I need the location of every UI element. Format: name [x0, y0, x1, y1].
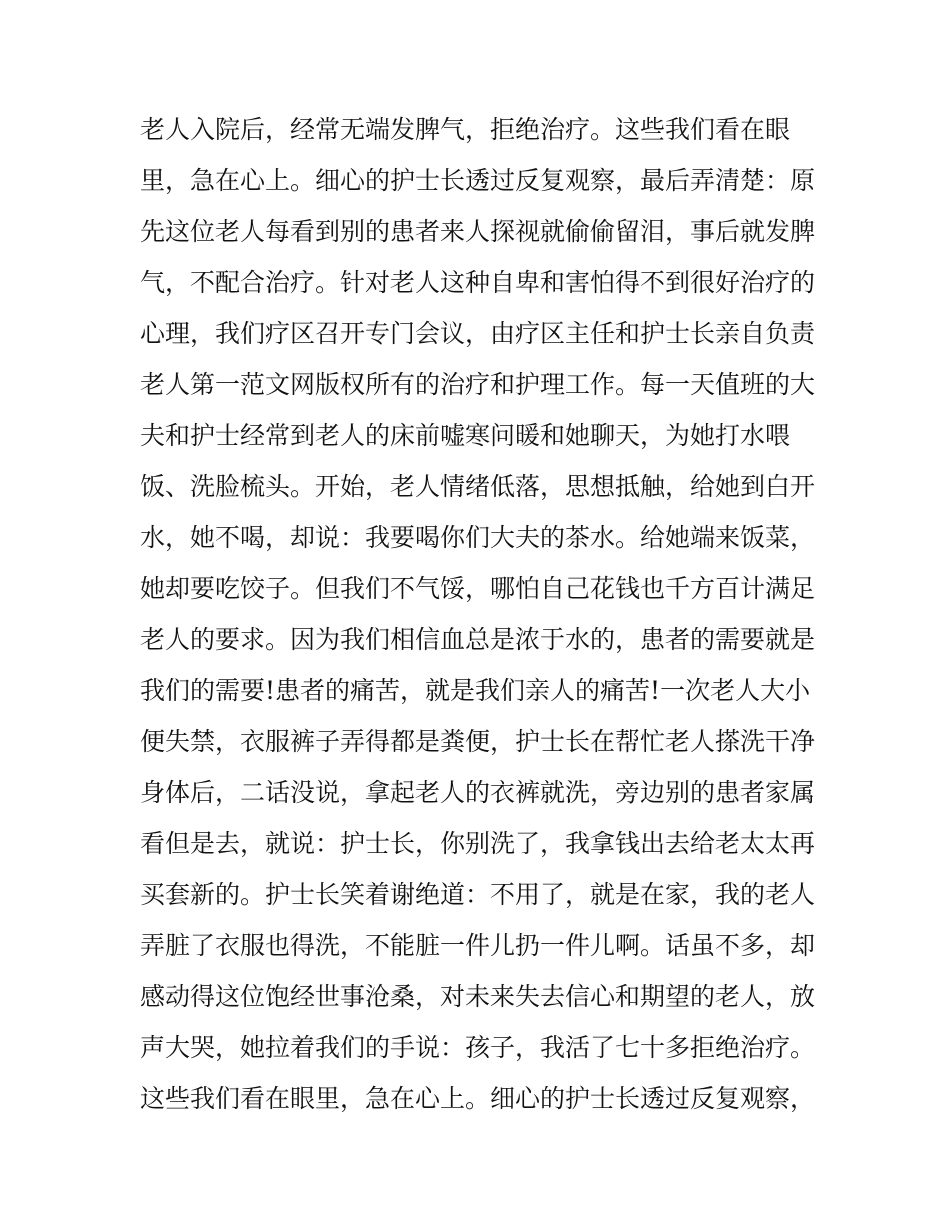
- text-line-16: 买套新的。护士长笑着谢绝道：不用了，就是在家，我的老人: [140, 880, 816, 909]
- text-line-3: 先这位老人每看到别的患者来人探视就偷偷留泪，事后就发脾: [140, 217, 816, 246]
- text-line-13: 便失禁，衣服裤子弄得都是粪便，护士长在帮忙老人搽洗干净: [140, 727, 816, 756]
- text-line-20: 这些我们看在眼里，急在心上。细心的护士长透过反复观察，: [140, 1084, 816, 1113]
- text-line-1: 老人入院后，经常无端发脾气，拒绝治疗。这些我们看在眼: [140, 115, 791, 144]
- text-line-6: 老人第一范文网版权所有的治疗和护理工作。每一天值班的大: [140, 370, 816, 399]
- text-line-17: 弄脏了衣服也得洗，不能脏一件儿扔一件儿啊。话虽不多，却: [140, 931, 816, 960]
- text-line-14: 身体后，二话没说，拿起老人的衣裤就洗，旁边别的患者家属: [140, 778, 816, 807]
- text-line-7: 夫和护士经常到老人的床前嘘寒问暖和她聊天，为她打水喂: [140, 421, 791, 450]
- body-paragraph: [140, 104, 820, 1124]
- text-line-12: 我们的需要!患者的痛苦，就是我们亲人的痛苦!一次老人大小: [140, 676, 811, 705]
- text-line-15: 看但是去，就说：护士长，你别洗了，我拿钱出去给老太太再: [140, 829, 816, 858]
- text-line-4: 气，不配合治疗。针对老人这种自卑和害怕得不到很好治疗的: [140, 268, 816, 297]
- text-line-10: 她却要吃饺子。但我们不气馁，哪怕自己花钱也千方百计满足: [140, 574, 816, 603]
- text-line-19: 声大哭，她拉着我们的手说：孩子，我活了七十多拒绝治疗。: [140, 1033, 816, 1062]
- text-line-9: 水，她不喝，却说：我要喝你们大夫的茶水。给她端来饭菜，: [140, 523, 816, 552]
- text-line-2: 里，急在心上。细心的护士长透过反复观察，最后弄清楚：原: [140, 166, 816, 195]
- text-line-5: 心理，我们疗区召开专门会议，由疗区主任和护士长亲自负责: [140, 319, 816, 348]
- text-line-11: 老人的要求。因为我们相信血总是浓于水的，患者的需要就是: [140, 625, 816, 654]
- text-line-8: 饭、洗脸梳头。开始，老人情绪低落，思想抵触，给她到白开: [140, 472, 816, 501]
- text-line-18: 感动得这位饱经世事沧桑，对未来失去信心和期望的老人，放: [140, 982, 816, 1011]
